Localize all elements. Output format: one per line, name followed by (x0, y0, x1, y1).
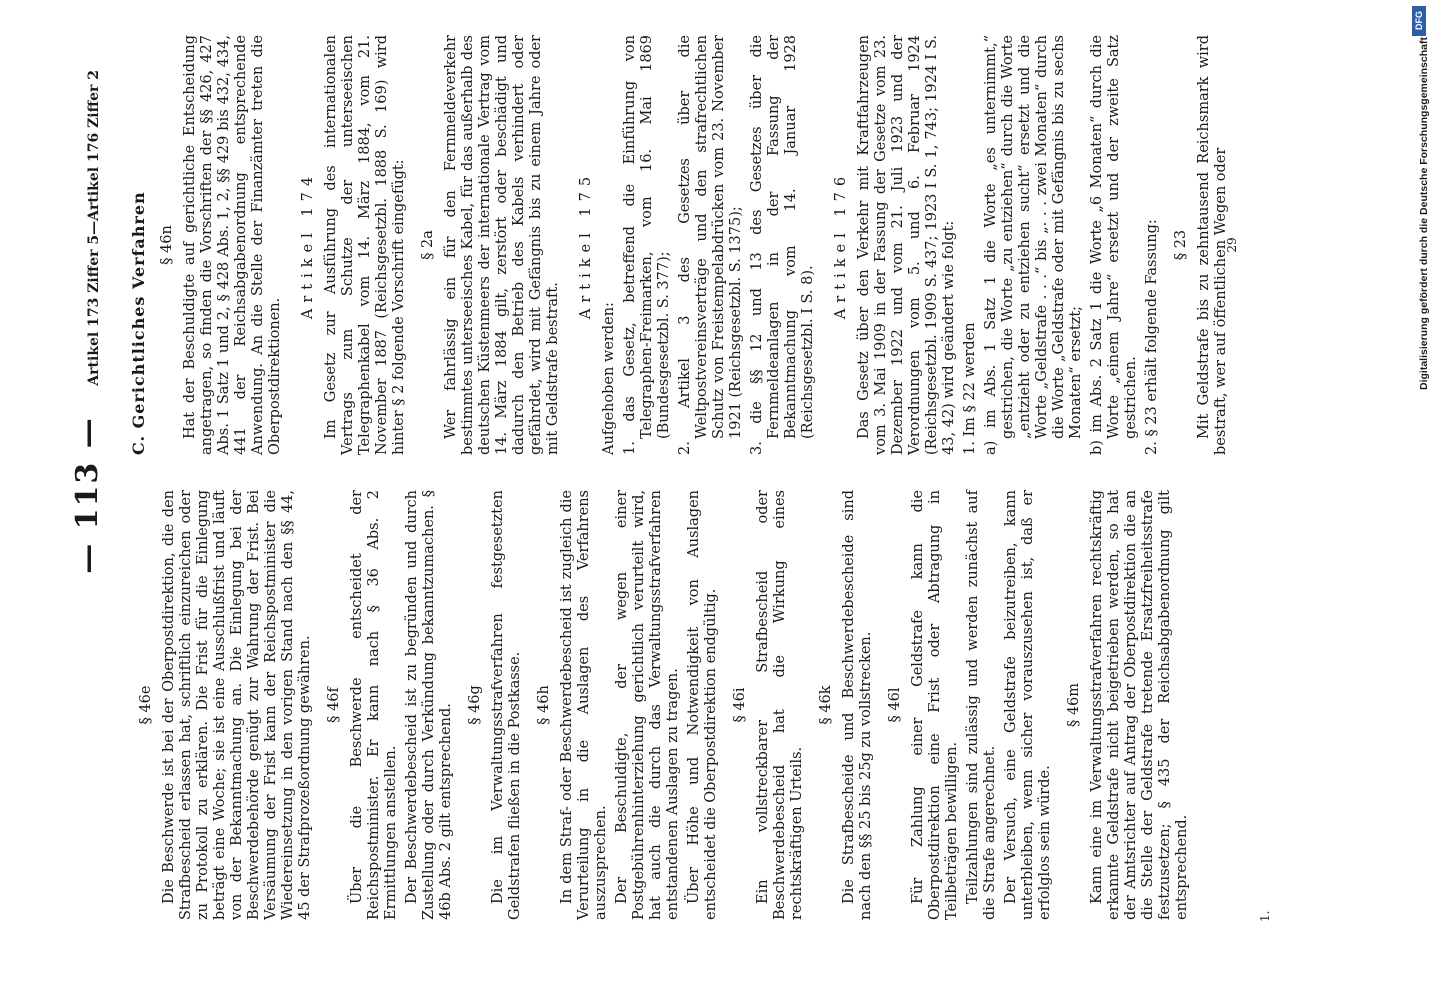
section-heading: § 23 (1173, 229, 1189, 261)
paragraph: Wer fahrlässig ein für den Fernmeldeverkehr bestimmtes unterseeisches Kabel, für das außerhalb des deutschen Küstenmeers der internationale Vertrag vom 14. März 1884 gilt, zerstört oder beschädigt und dadurch den Betrieb des Kabels verhindert oder gefährdet, wird mit Gefängnis bis zu einem Jahre oder mit Geldstrafe bestraft. (443, 35, 561, 455)
list-item: 1. Im § 22 werden (962, 322, 978, 455)
digitization-credit: Digitalisierung gefördert durch die Deutsche Forschungsgemeinschaft (1418, 37, 1430, 390)
list-item: 3. die §§ 12 und 13 des Gesetzes über die Fernmeldeanlagen in der Fassung der Bekanntmachung vom 14. Januar 1928 (Reichsgesetzbl. I S. 8). (749, 35, 816, 455)
paragraph: Das Gesetz über den Verkehr mit Kraftfahrzeugen vom 3. Mai 1909 in der Fassung der Gesetze vom 23. Dezember 1922 und vom 21. Juli 1923 und der Verordnungen vom 5. und 6. Februar 1924 (Reichsgesetzbl. 1909 S. 437; 1923 I S. 1, 743; 1924 I S. 43, 42) wird geändert wie folgt: (856, 35, 957, 455)
paragraph: Für Zahlung einer Geldstrafe kann die Oberpostdirektion eine Frist oder Abtragung in Teilbeträgen bewilligen. (910, 490, 960, 920)
bottom-mark: 1. (1258, 910, 1272, 922)
section-heading: § 46h (536, 685, 552, 725)
paragraph: Ein vollstreckbarer Strafbescheid oder Beschwerdebescheid hat die Wirkung eines rechtskräftigen Urteils. (755, 490, 805, 920)
paragraph: Der Versuch, eine Geldstrafe beizutreiben, kann unterbleiben, wenn sicher vorauszusehen ist, daß er erfolglos sein würde. (1003, 490, 1053, 920)
paragraph: Hat der Beschuldigte auf gerichtliche Entscheidung angetragen, so finden die Vorschriften der §§ 426, 427 Abs. 1 Satz 1 und 2, § 428 Abs. 1, 2, §§ 429 bis 432, 434, 441 der Reichsabgabenordnung entsprechende Anwendung. An die Stelle der Finanzämter treten die Oberpostdirektionen. (182, 35, 283, 455)
paragraph: Die Strafbescheide und Beschwerdebescheide sind nach den §§ 25 bis 25g zu vollstrecken. (841, 490, 874, 920)
paragraph: Über die Beschwerde entscheidet der Reichspostminister. Er kann nach § 36 Abs. 2 Ermittlungen anstellen. (349, 490, 399, 920)
article-heading: Artikel 175 (578, 170, 594, 320)
paragraph: Kann eine im Verwaltungsstrafverfahren rechtskräftig erkannte Geldstrafe nicht beigetrieben werden, so hat der Amtsrichter auf Antrag der Oberpostdirektion die an die Stelle der Geldstrafe tretende Ersatzfreiheitsstrafe festzusetzen; § 435 der Reichsabgabenordnung gilt entsprechend. (1089, 490, 1190, 920)
paragraph: Die im Verwaltungsstrafverfahren festgesetzten Geldstrafen fließen in die Postkasse. (490, 490, 523, 920)
article-heading: Artikel 174 (300, 170, 316, 320)
paragraph: Der Beschwerdebescheid ist zu begründen und durch Zustellung oder durch Verkündung bekanntzumachen. § 46b Abs. 2 gilt entsprechend. (404, 490, 454, 920)
list-item: 2. § 23 erhält folgende Fassung: (1144, 219, 1160, 455)
paragraph: Der Beschuldigte, der wegen einer Postgebührenhinterziehung gerichtlich verurteilt wird, hat auch die durch das Verwaltungsstrafverfahren entstandenen Auslagen zu tragen. (614, 490, 681, 920)
section-heading: § 46m (1066, 682, 1082, 728)
paragraph: In dem Straf- oder Beschwerdebescheid ist zugleich die Verurteilung in die Auslagen des Verfahrens auszusprechen. (559, 490, 609, 920)
side-credit-strip (1404, 0, 1434, 1000)
paragraph: Aufgehoben werden: (601, 302, 617, 455)
paragraph: Mit Geldstrafe bis zu zehntausend Reichsmark wird bestraft, wer auf öffentlichen Wegen oder (1196, 35, 1229, 455)
article-heading: Artikel 176 (833, 170, 849, 320)
dfg-logo: DFG (1412, 6, 1426, 36)
section-heading: § 46e (138, 685, 154, 725)
folio-number: 29 (1225, 237, 1239, 253)
list-item: b) im Abs. 2 Satz 1 die Worte „6 Monaten“ durch die Worte „einem Jahre“ ersetzt und der zweite Satz gestrichen. (1089, 35, 1139, 455)
list-item: 1. das Gesetz, betreffend die Einführung von Telegraphen-Freimarken, vom 16. Mai 1869 (Bundesgesetzbl. S. 377); (622, 35, 672, 455)
paragraph: Die Beschwerde ist bei der Oberpostdirektion, die den Strafbescheid erlassen hat, schriftlich einzureichen oder zu Protokoll zu erklären. Die Frist für die Einlegung beträgt eine Woche; sie ist eine Ausschlußfrist und läuft von der Bekanntmachung an. Die Einlegung bei der Beschwerdebehörde genügt zur Wahrung der Frist. Bei Versäumung der Frist kann der Reichspostminister die Wiedereinsetzung in den vorigen Stand nach den §§ 44, 45 der Strafprozeßordnung gewähren. (161, 490, 313, 920)
section-heading: § 46f (326, 687, 342, 723)
list-item: 2. Artikel 3 des Gesetzes über die Weltpostvereinsverträge und den strafrechtlichen Schutz von Freistempelabdrücken vom 23. November 1921 (Reichsgesetzbl. S. 1375); (677, 35, 744, 455)
part-heading: C. Gerichtliches Verfahren (129, 191, 148, 455)
running-title: Artikel 173 Ziffer 5—Artikel 176 Ziffer 2 (86, 70, 102, 386)
section-heading: § 46n (159, 225, 175, 265)
section-heading: § 2a (420, 230, 436, 260)
page-number: — 113 — (70, 416, 105, 574)
paragraph: Teilzahlungen sind zulässig und werden zunächst auf die Strafe angerechnet. (965, 490, 998, 920)
section-heading: § 46k (818, 685, 834, 725)
paragraph: Im Gesetz zur Ausführung des internationalen Vertrags zum Schutze der unterseeischen Telegraphenkabel vom 14. März 1884, vom 21. November 1887 (Reichsgesetzbl. 1888 S. 169) wird hinter § 2 folgende Vorschrift eingefügt: (323, 35, 407, 455)
section-heading: § 46g (467, 685, 483, 725)
section-heading: § 46l (887, 687, 903, 723)
list-item: a) im Abs. 1 Satz 1 die Worte „es unternimmt,“ gestrichen, die Worte „zu entziehen“ durch die Worte „entzieht oder zu entziehen sucht“ ersetzt und die Worte „Geldstrafe . . .“ bis „. . . zwei Monaten“ durch die Worte „Geldstrafe oder mit Gefängnis bis zu sechs Monaten“ ersetzt; (983, 35, 1084, 455)
paragraph: Über Höhe und Notwendigkeit von Auslagen entscheidet die Oberpostdirektion endgültig. (686, 490, 719, 920)
running-header (70, 60, 122, 930)
section-heading: § 46i (732, 687, 748, 723)
